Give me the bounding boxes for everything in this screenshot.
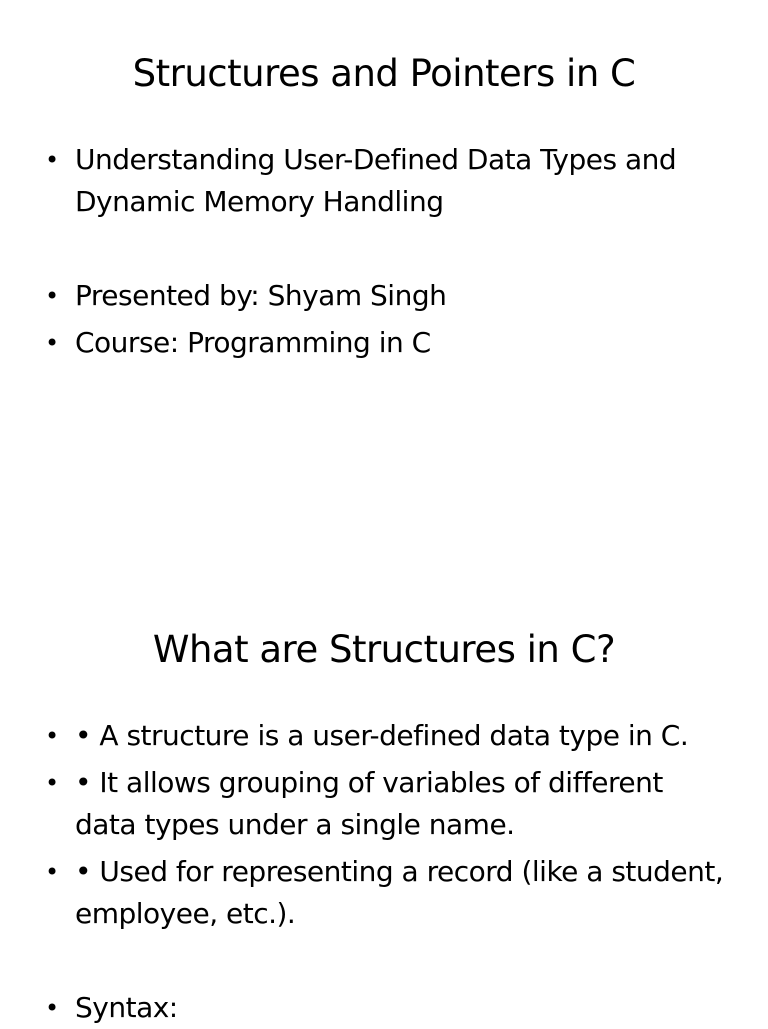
bullet-glyph: • xyxy=(45,722,59,750)
list-spacer xyxy=(0,223,768,275)
list-item xyxy=(0,139,768,223)
list-spacer xyxy=(0,935,768,987)
list-item xyxy=(0,715,768,757)
bullet-glyph: • xyxy=(45,994,59,1022)
bullet-text: • A structure is a user-defined data type in C. xyxy=(75,719,689,752)
list-item xyxy=(0,987,768,1029)
list-item xyxy=(0,275,768,317)
list-item xyxy=(0,762,768,846)
slide-title: Structures and Pointers in C xyxy=(132,52,636,95)
bullet-text: Understanding User-Defined Data Types and Dynamic Memory Handling xyxy=(75,143,677,218)
bullet-list xyxy=(0,139,768,364)
bullet-text: • Used for representing a record (like a student, employee, etc.). xyxy=(75,855,724,930)
bullet-text: Syntax: xyxy=(75,991,178,1024)
bullet-glyph: • xyxy=(45,329,59,357)
bullet-glyph: • xyxy=(45,282,59,310)
bullet-list xyxy=(0,715,768,1029)
bullet-glyph: • xyxy=(45,146,59,174)
slide-title: What are Structures in C? xyxy=(152,628,616,671)
slide-structures xyxy=(0,576,768,1024)
bullet-text: Presented by: Shyam Singh xyxy=(75,279,447,312)
bullet-glyph: • xyxy=(45,769,59,797)
bullet-text: • It allows grouping of variables of different data types under a single name. xyxy=(75,766,663,841)
list-item xyxy=(0,322,768,364)
list-item xyxy=(0,851,768,935)
bullet-glyph: • xyxy=(45,858,59,886)
bullet-text: Course: Programming in C xyxy=(75,326,431,359)
